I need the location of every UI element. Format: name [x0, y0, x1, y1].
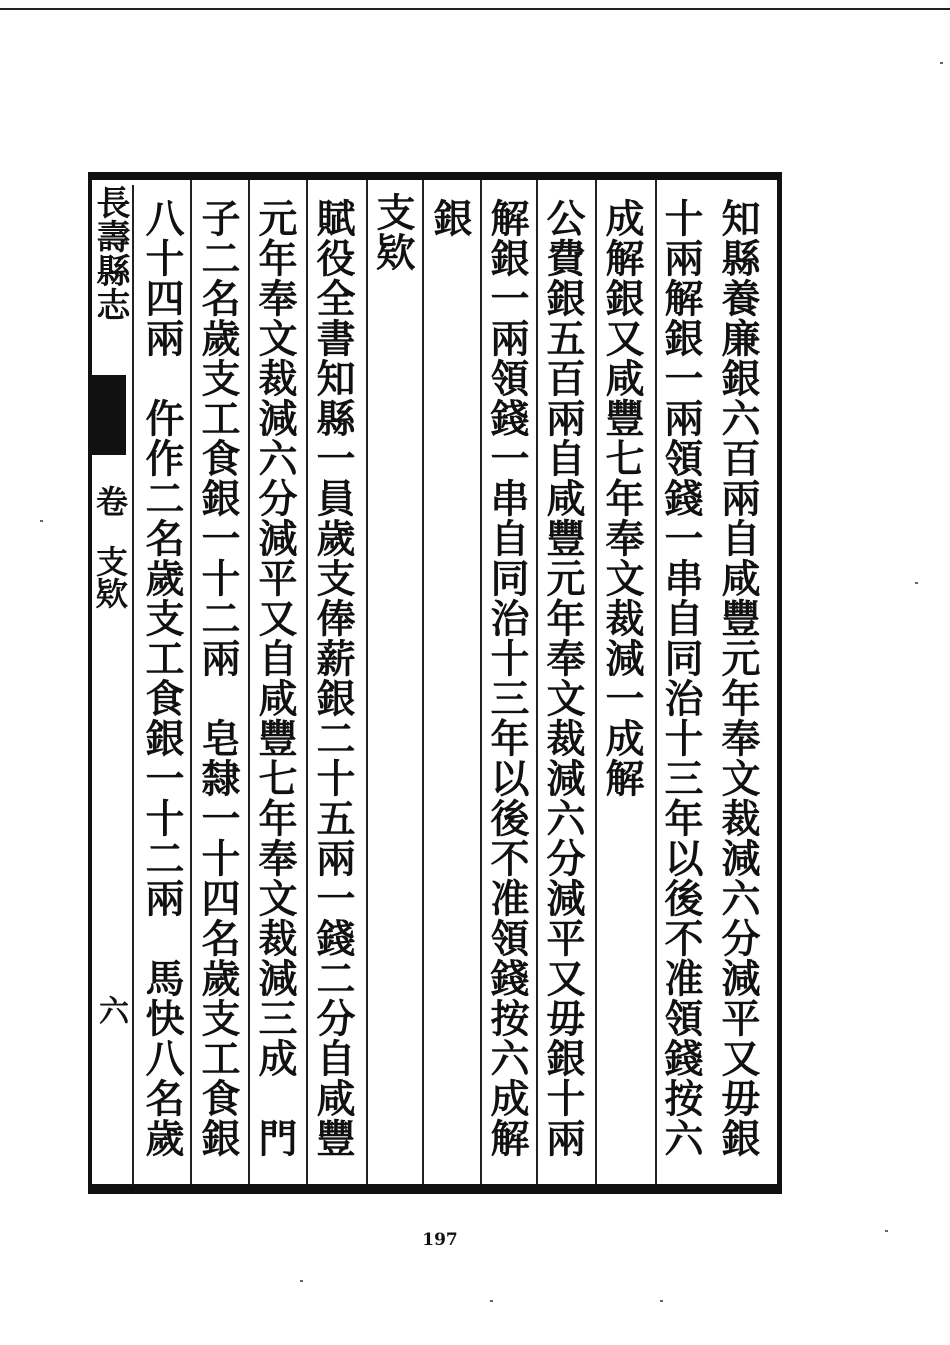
column-rule	[366, 180, 368, 1184]
margin-section: 支欵	[91, 545, 129, 609]
text-column-3: 成解銀又咸豐七年奉文裁減一成解	[599, 198, 645, 798]
page-frame	[88, 172, 782, 1194]
text-column-1: 知縣養廉銀六百兩自咸豐元年奉文裁減六分減平又毋銀	[715, 198, 761, 1158]
scan-speck	[885, 1230, 888, 1232]
scan-speck	[490, 1300, 493, 1302]
page-number: 197	[422, 1230, 458, 1250]
column-rule	[595, 180, 597, 1184]
scan-speck	[915, 582, 918, 584]
column-rule	[480, 180, 482, 1184]
column-rule	[422, 180, 424, 1184]
frame-right-border	[777, 172, 782, 1194]
frame-top-border	[88, 172, 782, 180]
scan-speck	[660, 1300, 663, 1302]
text-column-4: 公費銀五百兩自咸豐元年奉文裁減六分減平又毋銀十兩	[540, 198, 586, 1158]
margin-title: 長壽縣志	[90, 185, 130, 321]
column-rule	[190, 180, 192, 1184]
column-rule	[306, 180, 308, 1184]
text-column-10: 子二名歲支工食銀一十二兩 皂隸一十四名歲支工食銀	[195, 198, 241, 1158]
text-column-2: 十兩解銀一兩領錢一串自同治十三年以後不准領錢按六	[658, 198, 704, 1158]
text-column-5: 解銀一兩領錢一串自同治十三年以後不准領錢按六成解	[484, 198, 530, 1158]
margin-strip	[88, 185, 134, 1185]
section-heading: 支欵	[370, 192, 416, 272]
margin-folio: 六	[93, 995, 128, 1025]
top-rule	[0, 8, 950, 10]
margin-juan: 卷	[91, 485, 129, 517]
scan-speck	[300, 1280, 303, 1282]
frame-bottom-border	[88, 1184, 782, 1194]
text-column-8: 賦役全書知縣一員歲支俸薪銀二十五兩一錢二分自咸豐	[310, 198, 356, 1158]
scan-speck	[940, 62, 943, 64]
text-column-9: 元年奉文裁減六分減平又自咸豐七年奉文裁減三成 門	[252, 198, 298, 1158]
column-rule	[536, 180, 538, 1184]
text-column-6: 銀	[427, 198, 473, 238]
column-rule	[248, 180, 250, 1184]
scan-speck	[40, 520, 43, 522]
margin-fish-tail	[92, 375, 126, 455]
text-column-11: 八十四兩 仵作二名歲支工食銀一十二兩 馬快八名歲	[139, 198, 185, 1158]
